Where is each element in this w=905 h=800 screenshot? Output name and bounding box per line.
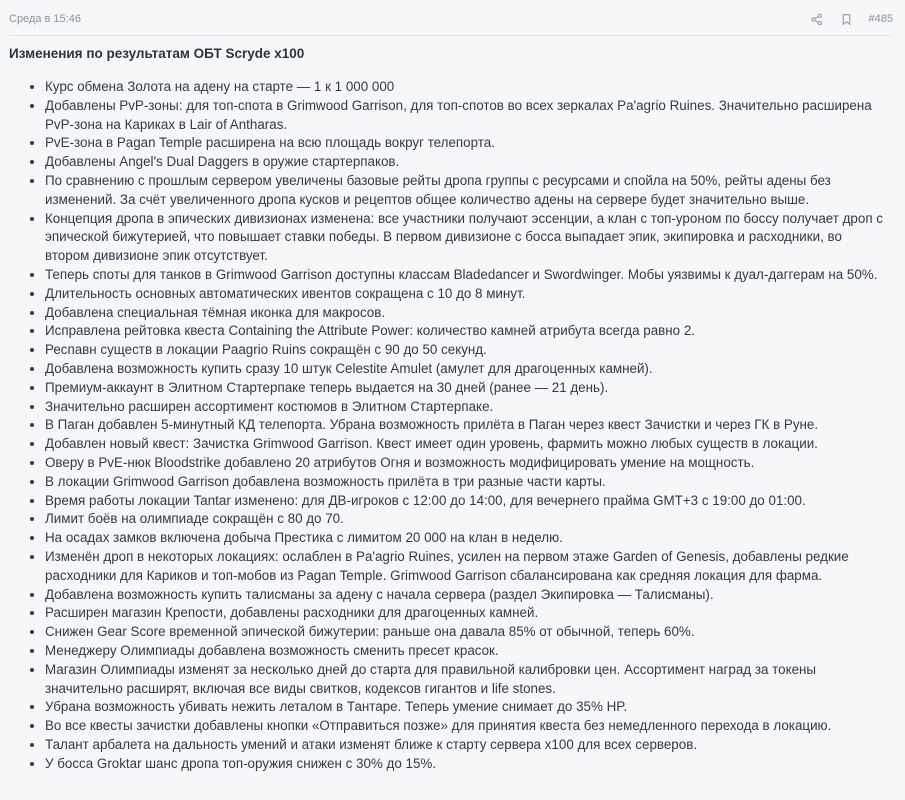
list-item: • Добавлена специальная тёмная иконка для макросов. bbox=[45, 304, 889, 323]
list-item: • Талант арбалета на дальность умений и атаки изменят ближе к старту сервера x100 для всех серверов. bbox=[45, 736, 889, 755]
list-item: • У босса Groktar шанс дропа топ-оружия снижен с 30% до 15%. bbox=[45, 755, 889, 774]
list-item: • В локации Grimwood Garrison добавлена возможность прилёта в три разные части карты. bbox=[45, 473, 889, 492]
list-item: • Добавлена возможность купить талисманы за адену с начала сервера (раздел Экипировка — Талисманы). bbox=[45, 586, 889, 605]
post-header bbox=[9, 11, 893, 36]
post-number[interactable]: #485 bbox=[868, 13, 893, 25]
list-item: • Добавлены Angel's Dual Daggers в оружие стартерпаков. bbox=[45, 153, 889, 172]
list-item: • Снижен Gear Score временной эпической бижутерии: раньше она давала 85% от обычной, теперь 60%. bbox=[45, 623, 889, 642]
list-item: • Длительность основных автоматических ивентов сокращена с 10 до 8 минут. bbox=[45, 285, 889, 304]
list-item: • Изменён дроп в некоторых локациях: ослаблен в Pa'agrio Ruines, усилен на первом этаже Garden of Genesis, добавлены редкие расходники для Кариков и топ-мобов из Pagan Temple. Grimwood Garrison сбалансирована как средняя локация для фарма. bbox=[45, 548, 889, 586]
list-item: • Концепция дропа в эпических дивизионах изменена: все участники получают эссенции, а клан с топ-уроном по боссу получает дроп с эпической бижутерией, что повышает ставки победы. В первом дивизионе с босса выпадает эпик, экипировка и расходники, во втором дивизионе эпик отсутствует. bbox=[45, 210, 889, 266]
list-item: • Добавлены PvP-зоны: для топ-спота в Grimwood Garrison, для топ-спотов во всех зеркалах Pa'agrio Ruines. Значительно расширена PvP-зона на Кариках в Lair of Antharas. bbox=[45, 97, 889, 135]
list-item: • По сравнению с прошлым сервером увеличены базовые рейты дропа группы с ресурсами и спойла на 50%, рейты адены без изменений. За счёт увеличенного дропа кусков и рецептов общее количество адены на сервере будет значительно выше. bbox=[45, 172, 889, 210]
changes-list bbox=[9, 78, 889, 773]
list-item: • Премиум-аккаунт в Элитном Стартерпаке теперь выдается на 30 дней (ранее — 21 день). bbox=[45, 379, 889, 398]
list-item: • В Паган добавлен 5-минутный КД телепорта. Убрана возможность прилёта в Паган через квест Зачистки и через ГК в Руне. bbox=[45, 416, 889, 435]
share-icon[interactable] bbox=[809, 11, 825, 27]
post-actions bbox=[809, 11, 893, 27]
list-item: • Теперь споты для танков в Grimwood Garrison доступны классам Bladedancer и Swordwinger. Мобы уязвимы к дуал-даггерам на 50%. bbox=[45, 266, 889, 285]
list-item: • PvE-зона в Pagan Temple расширена на всю площадь вокруг телепорта. bbox=[45, 134, 889, 153]
list-item: • Убрана возможность убивать нежить леталом в Тантаре. Теперь умение снимает до 35% HP. bbox=[45, 698, 889, 717]
list-item: • Курс обмена Золота на адену на старте — 1 к 1 000 000 bbox=[45, 78, 889, 97]
post-date: Среда в 15:46 bbox=[9, 13, 81, 25]
list-item: • Респавн существ в локации Paagrio Ruins сокращён с 90 до 50 секунд. bbox=[45, 341, 889, 360]
list-item: • Исправлена рейтовка квеста Containing the Attribute Power: количество камней атрибута всегда равно 2. bbox=[45, 322, 889, 341]
list-item: • Оверу в PvE-нюк Bloodstrike добавлено 20 атрибутов Огня и возможность модифицировать умение на мощность. bbox=[45, 454, 889, 473]
bookmark-icon[interactable] bbox=[839, 11, 855, 27]
list-item: • Значительно расширен ассортимент костюмов в Элитном Стартерпаке. bbox=[45, 398, 889, 417]
list-item: • Добавлена возможность купить сразу 10 штук Celestite Amulet (амулет для драгоценных камней). bbox=[45, 360, 889, 379]
list-item: • Время работы локации Tantar изменено: для ДВ-игроков с 12:00 до 14:00, для вечернего прайма GMT+3 с 19:00 до 01:00. bbox=[45, 492, 889, 511]
post-title: Изменения по результатам ОБТ Scryde x100 bbox=[9, 46, 305, 61]
list-item: • Расширен магазин Крепости, добавлены расходники для драгоценных камней. bbox=[45, 604, 889, 623]
list-item: • Во все квесты зачистки добавлены кнопки «Отправиться позже» для принятия квеста без немедленного перехода в локацию. bbox=[45, 717, 889, 736]
list-item: • Магазин Олимпиады изменят за несколько дней до старта для правильной калибровки цен. Ассортимент наград за токены значительно расширят, включая все виды свитков, кодексов гигантов и life stones. bbox=[45, 661, 889, 699]
list-item: • Менеджеру Олимпиады добавлена возможность сменить пресет красок. bbox=[45, 642, 889, 661]
list-item: • На осадах замков включена добыча Престика с лимитом 20 000 на клан в неделю. bbox=[45, 529, 889, 548]
list-item: • Лимит боёв на олимпиаде сокращён с 80 до 70. bbox=[45, 510, 889, 529]
list-item: • Добавлен новый квест: Зачистка Grimwood Garrison. Квест имеет один уровень, фармить можно любых существ в локации. bbox=[45, 435, 889, 454]
